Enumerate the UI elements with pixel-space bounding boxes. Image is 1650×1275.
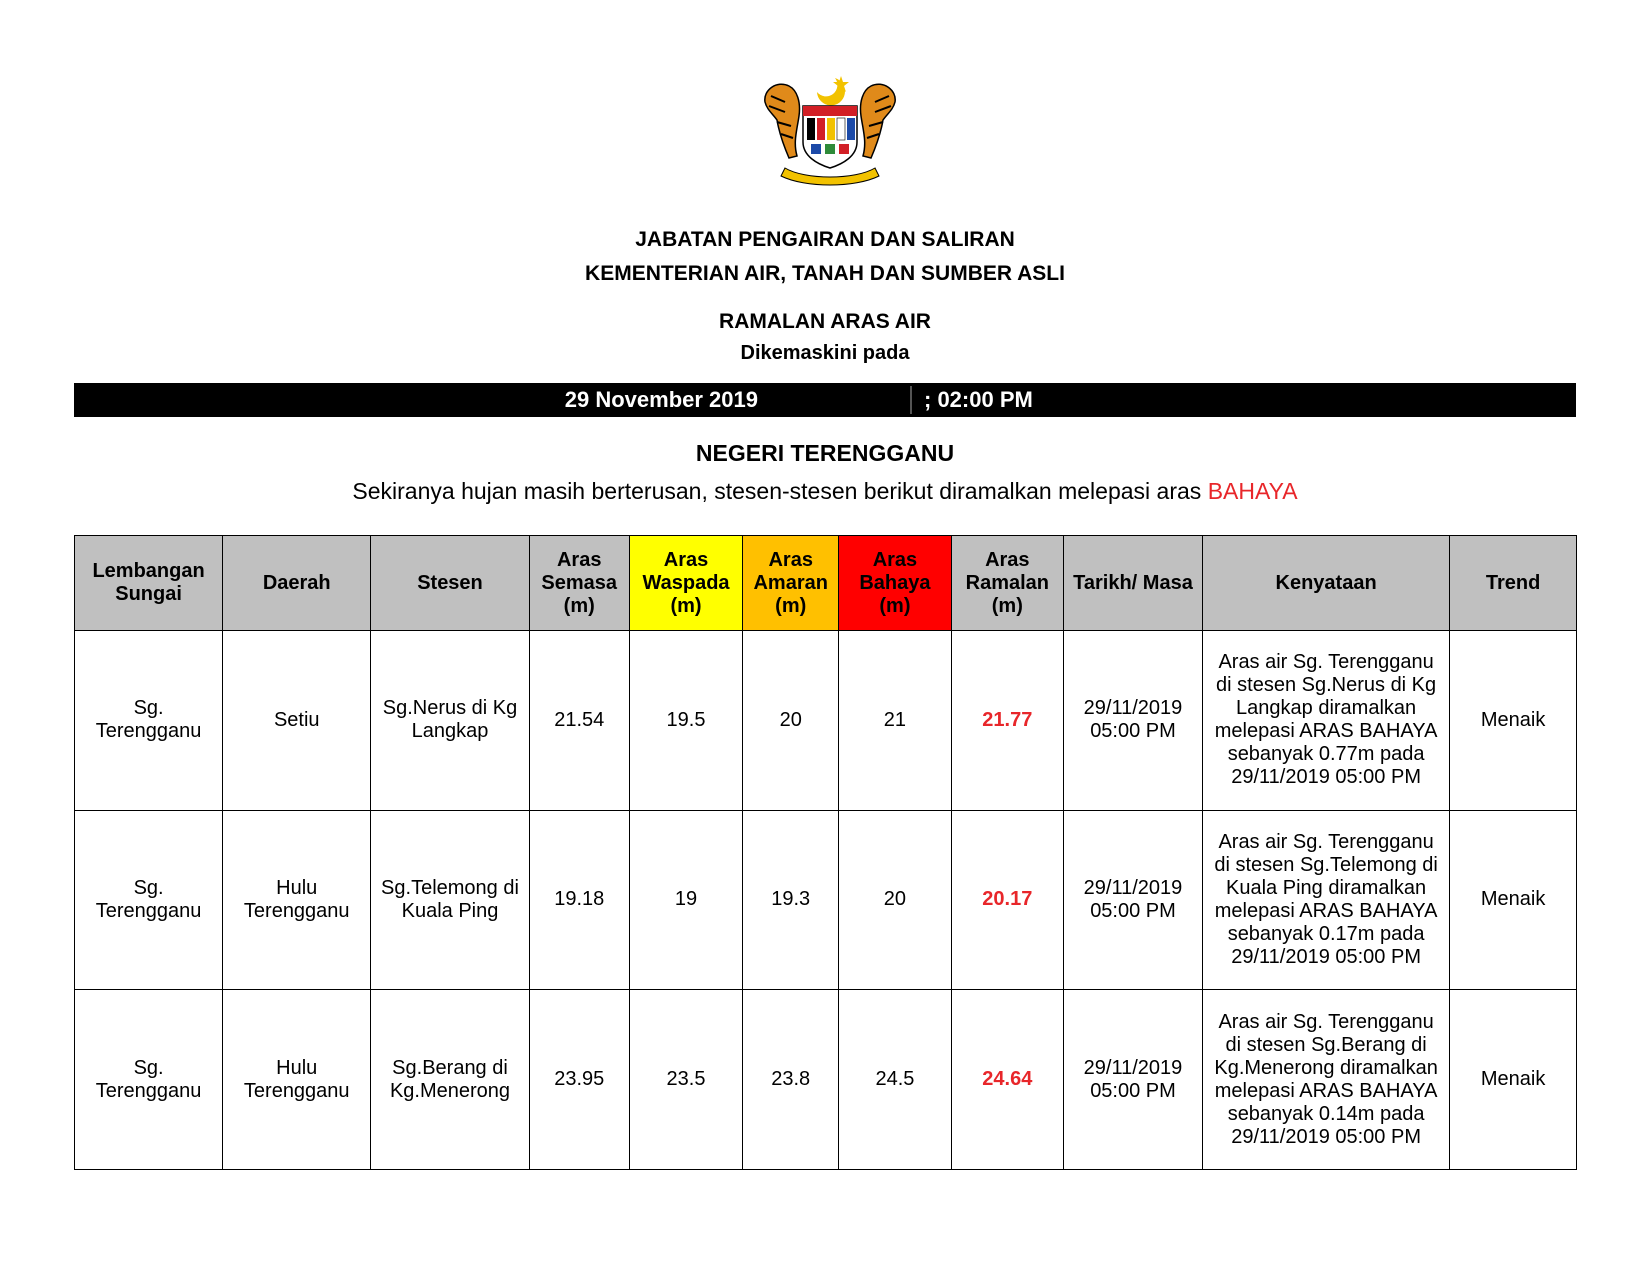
state-title: NEGERI TERENGGANU <box>695 440 955 466</box>
cell-semasa: 19.18 <box>529 810 629 990</box>
col-header-ramalan: Aras Ramalan (m) <box>951 536 1063 631</box>
cell-lembangan: Sg. Terengganu <box>75 990 223 1170</box>
cell-daerah: Hulu Terengganu <box>223 810 371 990</box>
col-header-waspada: Aras Waspada (m) <box>629 536 742 631</box>
cell-lembangan: Sg. Terengganu <box>75 631 223 811</box>
forecast-note-text: Sekiranya hujan masih berterusan, stesen-stesen berikut diramalkan melepasi aras <box>352 478 1202 504</box>
cell-trend: Menaik <box>1450 990 1577 1170</box>
forecast-note <box>0 478 1650 505</box>
cell-semasa: 23.95 <box>529 990 629 1170</box>
col-header-semasa: Aras Semasa (m) <box>529 536 629 631</box>
ministry-title: KEMENTERIAN AIR, TANAH DAN SUMBER ASLI <box>585 262 1065 285</box>
date-bar <box>74 383 1576 417</box>
update-date: 29 November 2019 <box>564 387 758 412</box>
cell-kenyataan: Aras air Sg. Terengganu di stesen Sg.Telemong di Kuala Ping diramalkan melepasi ARAS BAHAYA sebanyak 0.17m pada 29/11/2019 05:00 PM <box>1202 810 1449 990</box>
col-header-daerah: Daerah <box>223 536 371 631</box>
cell-ramalan: 20.17 <box>951 810 1063 990</box>
col-header-trend: Trend <box>1450 536 1577 631</box>
table-row <box>75 810 1577 990</box>
col-header-stesen: Stesen <box>371 536 529 631</box>
cell-trend: Menaik <box>1450 810 1577 990</box>
col-header-amaran: Aras Amaran (m) <box>743 536 839 631</box>
cell-semasa: 21.54 <box>529 631 629 811</box>
danger-highlight: BAHAYA <box>1207 478 1298 504</box>
updated-label: Dikemaskini pada <box>740 342 910 364</box>
col-header-bahaya: Aras Bahaya (m) <box>839 536 951 631</box>
table-row <box>75 990 1577 1170</box>
cell-ramalan: 24.64 <box>951 990 1063 1170</box>
cell-daerah: Hulu Terengganu <box>223 990 371 1170</box>
report-title: RAMALAN ARAS AIR <box>719 310 931 333</box>
table-row <box>75 631 1577 811</box>
col-header-lembangan: Lembangan Sungai <box>75 536 223 631</box>
update-time: ; 02:00 PM <box>924 387 1033 412</box>
cell-tarikh: 29/11/2019 05:00 PM <box>1064 810 1203 990</box>
cell-lembangan: Sg. Terengganu <box>75 810 223 990</box>
cell-amaran: 20 <box>743 631 839 811</box>
cell-tarikh: 29/11/2019 05:00 PM <box>1064 990 1203 1170</box>
cell-bahaya: 20 <box>839 810 951 990</box>
cell-amaran: 19.3 <box>743 810 839 990</box>
cell-ramalan: 21.77 <box>951 631 1063 811</box>
forecast-table <box>74 535 1577 1170</box>
cell-bahaya: 21 <box>839 631 951 811</box>
cell-trend: Menaik <box>1450 631 1577 811</box>
cell-stesen: Sg.Berang di Kg.Menerong <box>371 990 529 1170</box>
cell-bahaya: 24.5 <box>839 990 951 1170</box>
cell-stesen: Sg.Telemong di Kuala Ping <box>371 810 529 990</box>
table-header-row <box>75 536 1577 631</box>
cell-kenyataan: Aras air Sg. Terengganu di stesen Sg.Nerus di Kg Langkap diramalkan melepasi ARAS BAHAYA sebanyak 0.77m pada 29/11/2019 05:00 PM <box>1202 631 1449 811</box>
cell-waspada: 23.5 <box>629 990 742 1170</box>
cell-amaran: 23.8 <box>743 990 839 1170</box>
cell-tarikh: 29/11/2019 05:00 PM <box>1064 631 1203 811</box>
cell-stesen: Sg.Nerus di Kg Langkap <box>371 631 529 811</box>
cell-waspada: 19.5 <box>629 631 742 811</box>
coat-of-arms-icon <box>755 72 905 192</box>
date-separator <box>910 386 912 414</box>
cell-kenyataan: Aras air Sg. Terengganu di stesen Sg.Berang di Kg.Menerong diramalkan melepasi ARAS BAHAYA sebanyak 0.14m pada 29/11/2019 05:00 PM <box>1202 990 1449 1170</box>
department-title: JABATAN PENGAIRAN DAN SALIRAN <box>635 228 1015 251</box>
col-header-tarikh: Tarikh/ Masa <box>1064 536 1203 631</box>
cell-daerah: Setiu <box>223 631 371 811</box>
cell-waspada: 19 <box>629 810 742 990</box>
col-header-kenyataan: Kenyataan <box>1202 536 1449 631</box>
